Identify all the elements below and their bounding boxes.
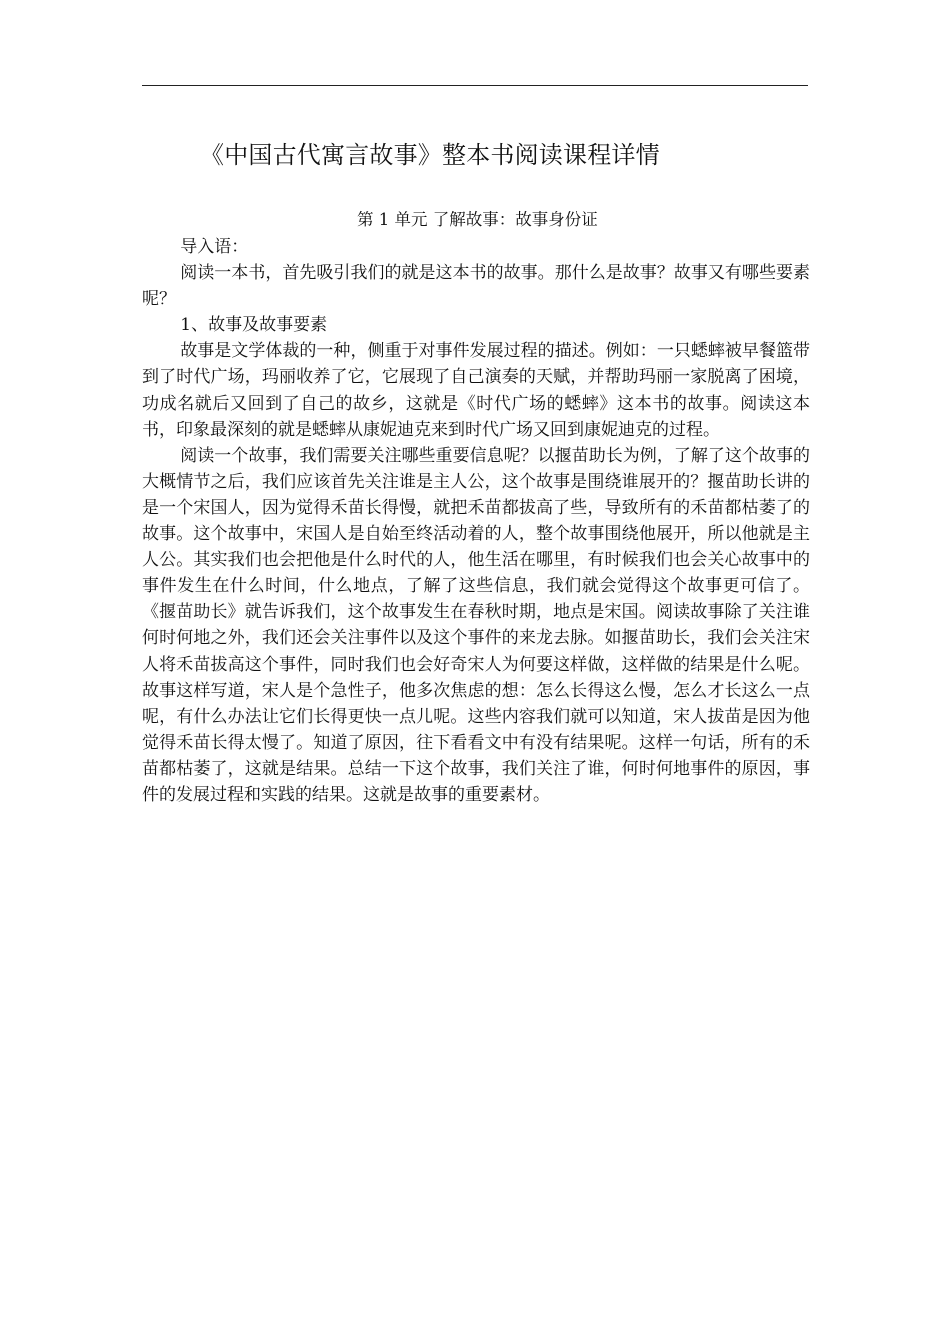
document-body bbox=[142, 234, 810, 808]
document-title: 《中国古代寓言故事》整本书阅读课程详情 bbox=[200, 141, 660, 169]
unit-heading: 第 1 单元 了解故事：故事身份证 bbox=[357, 210, 598, 229]
header-rule bbox=[142, 85, 808, 86]
intro-paragraph: 阅读一本书，首先吸引我们的就是这本书的故事。那什么是故事？故事又有哪些要素呢？ bbox=[142, 263, 810, 310]
body-paragraph-2: 阅读一个故事，我们需要关注哪些重要信息呢？以揠苗助长为例，了解了这个故事的大概情节之后，我们应该首先关注谁是主人公，这个故事是围绕谁展开的？揠苗助长讲的是一个宋国人，因为觉得禾苗长得慢，就把禾苗都拔高了些，导致所有的禾苗都枯萎了的故事。这个故事中，宋国人是自始至终活动着的人，整个故事围绕他展开，所以他就是主人公。其实我们也会把他是什么时代的人，他生活在哪里，有时候我们也会关心故事中的事件发生在什么时间，什么地点，了解了这些信息，我们就会觉得这个故事更可信了。《揠苗助长》就告诉我们，这个故事发生在春秋时期，地点是宋国。阅读故事除了关注谁何时何地之外，我们还会关注事件以及这个事件的来龙去脉。如揠苗助长，我们会关注宋人将禾苗拔高这个事件，同时我们也会好奇宋人为何要这样做，这样做的结果是什么呢。故事这样写道，宋人是个急性子，他多次焦虑的想：怎么长得这么慢，怎么才长这么一点呢，有什么办法让它们长得更快一点儿呢。这些内容我们就可以知道，宋人拔苗是因为他觉得禾苗长得太慢了。知道了原因，往下看看文中有没有结果呢。这样一句话，所有的禾苗都枯萎了，这就是结果。总结一下这个故事，我们关注了谁，何时何地事件的原因，事件的发展过程和实践的结果。这就是故事的重要素材。 bbox=[142, 445, 810, 805]
body-paragraph-1: 故事是文学体裁的一种，侧重于对事件发展过程的描述。例如：一只蟋蟀被早餐篮带到了时代广场，玛丽收养了它，它展现了自己演奏的天赋，并帮助玛丽一家脱离了困境，功成名就后又回到了自己的故乡，这就是《时代广场的蟋蟀》这本书的故事。阅读这本书，印象最深刻的就是蟋蟀从康妮迪克来到时代广场又回到康妮迪克的过程。 bbox=[142, 341, 810, 440]
intro-label: 导入语： bbox=[180, 237, 249, 257]
section-heading: 1、故事及故事要素 bbox=[180, 315, 328, 336]
